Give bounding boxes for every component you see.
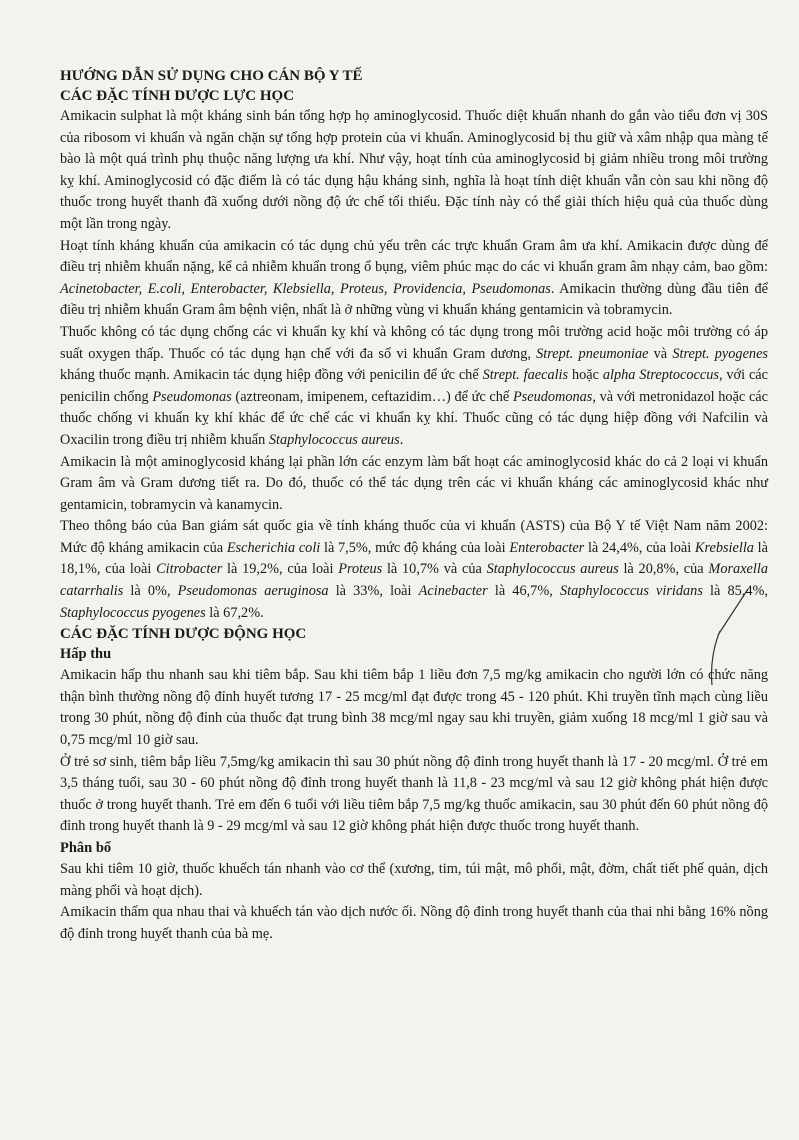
- paragraph: Hoạt tính kháng khuẩn của amikacin có tác dụng chủ yếu trên các trực khuẩn Gram âm ưa khí. Amikacin được dùng để điều trị nhiễm khuẩn nặng, kể cả nhiễm khuẩn trong ổ bụng, viêm phúc mạc do các vi khuẩn gram âm nhạy cảm, bao gồm: Acinetobacter, E.coli, Enterobacter, Klebsiella, Proteus, Providencia, Pseudomonas. Amikacin thường dùng đầu tiên để điều trị nhiễm khuẩn Gram âm bệnh viện, nhất là ở những vùng vi khuẩn kháng gentamicin và tobramycin.: [60, 237, 768, 319]
- document-page: [60, 66, 768, 945]
- paragraph: Amikacin thấm qua nhau thai và khuếch tán vào dịch nước ối. Nồng độ đỉnh trong huyết thanh của thai nhi bằng 16% nồng độ đỉnh trong huyết thanh của bà mẹ.: [60, 904, 768, 942]
- subsection-title-absorption: Hấp thu: [60, 646, 112, 663]
- paragraph: Thuốc không có tác dụng chống các vi khuẩn kỵ khí và không có tác dụng trong môi trường acid hoặc môi trường có áp suất oxygen thấp. Thuốc có tác dụng hạn chế với đa số vi khuẩn Gram dương, Strept. pneumoniae và Strept. pyogenes kháng thuốc mạnh. Amikacin tác dụng hiệp đồng với penicilin để ức chế Strept. faecalis hoặc alpha Streptococcus, với các penicilin chống Pseudomonas (aztreonam, imipenem, ceftazidim…) để ức chế Pseudomonas, và với metronidazol hoặc các thuốc chống vi khuẩn kỵ khí khác để ức chế các vi khuẩn kỵ khí. Thuốc cũng có tác dụng hiệp đồng với Nafcilin và Oxacilin trong điều trị nhiễm khuẩn Staphylococcus aureus.: [60, 323, 768, 448]
- paragraph: Ở trẻ sơ sinh, tiêm bắp liều 7,5mg/kg amikacin thì sau 30 phút nồng độ đỉnh trong huyết thanh là 17 - 20 mcg/ml. Ở trẻ em 3,5 tháng tuổi, sau 30 - 60 phút nồng độ đỉnh trong huyết thanh là 11,8 - 23 mcg/ml và sau 12 giờ không phát hiện được thuốc ở trong huyết thanh. Trẻ em đến 6 tuổi với liều tiêm bắp 7,5 mg/kg thuốc amikacin, sau 30 phút đến 60 phút nồng độ đỉnh trong huyết thanh là 9 - 29 mcg/ml và sau 12 giờ không phát hiện được thuốc trong huyết thanh.: [60, 753, 768, 835]
- paragraph: Amikacin hấp thu nhanh sau khi tiêm bắp. Sau khi tiêm bắp 1 liều đơn 7,5 mg/kg amikacin cho người lớn có chức năng thận bình thường nồng độ đỉnh huyết tương 17 - 25 mcg/ml đạt được trong 45 - 120 phút. Khi truyền tĩnh mạch cùng liều trong 30 phút, nồng độ đỉnh của thuốc đạt trung bình 38 mcg/ml ngay sau khi truyền, giảm xuống 18 mcg/ml 1 giờ sau và 0,75 mcg/ml 10 giờ sau.: [60, 667, 768, 749]
- paragraph: Sau khi tiêm 10 giờ, thuốc khuếch tán nhanh vào cơ thể (xương, tim, túi mật, mô phổi, mật, đờm, chất tiết phế quản, dịch màng phổi và hoạt dịch).: [60, 861, 768, 899]
- section-title-pharmacokinetics: CÁC ĐẶC TÍNH DƯỢC ĐỘNG HỌC: [60, 626, 307, 643]
- document-heading: HƯỚNG DẪN SỬ DỤNG CHO CÁN BỘ Y TẾ: [60, 68, 363, 84]
- subsection-title-distribution: Phân bố: [60, 840, 112, 856]
- paragraph: Amikacin sulphat là một kháng sinh bán tổng hợp họ aminoglycosid. Thuốc diệt khuẩn nhanh do gắn vào tiểu đơn vị 30S của ribosom vi khuẩn và ngăn chặn sự tổng hợp protein của vi khuẩn. Aminoglycosid bị thu giữ và xâm nhập qua màng tế bào là một quá trình phụ thuộc năng lượng ưa khí. Như vậy, hoạt tính của aminoglycosid bị giảm nhiều trong môi trường kỵ khí. Aminoglycosid có đặc điểm là có tác dụng hậu kháng sinh, nghĩa là hoạt tính diệt khuẩn vẫn còn sau khi nồng độ thuốc trong huyết thanh đã xuống dưới nồng độ ức chế tối thiểu. Đặc tính này có thể giải thích hiệu quả của thuốc dùng một lần trong ngày.: [60, 108, 768, 232]
- paragraph: Theo thông báo của Ban giám sát quốc gia về tính kháng thuốc của vi khuẩn (ASTS) của Bộ Y tế Việt Nam năm 2002: Mức độ kháng amikacin của Escherichia coli là 7,5%, mức độ kháng của loài Enterobacter là 24,4%, của loài Krebsiella là 18,1%, của loài Citrobacter là 19,2%, của loài Proteus là 10,7% và của Staphylococcus aureus là 20,8%, của Moraxella catarrhalis là 0%, Pseudomonas aeruginosa là 33%, loài Acinebacter là 46,7%, Staphylococcus viridans là 85,4%, Staphylococcus pyogenes là 67,2%.: [60, 518, 768, 621]
- section-title-pharmacodynamics: CÁC ĐẶC TÍNH DƯỢC LỰC HỌC: [60, 88, 295, 104]
- paragraph: Amikacin là một aminoglycosid kháng lại phần lớn các enzym làm bất hoạt các aminoglycosid khác do cả 2 loại vi khuẩn Gram âm và Gram dương tiết ra. Do đó, thuốc có thể tác dụng trên các vi khuẩn kháng các aminoglycosid khác như gentamicin, tobramycin và kanamycin.: [60, 453, 768, 513]
